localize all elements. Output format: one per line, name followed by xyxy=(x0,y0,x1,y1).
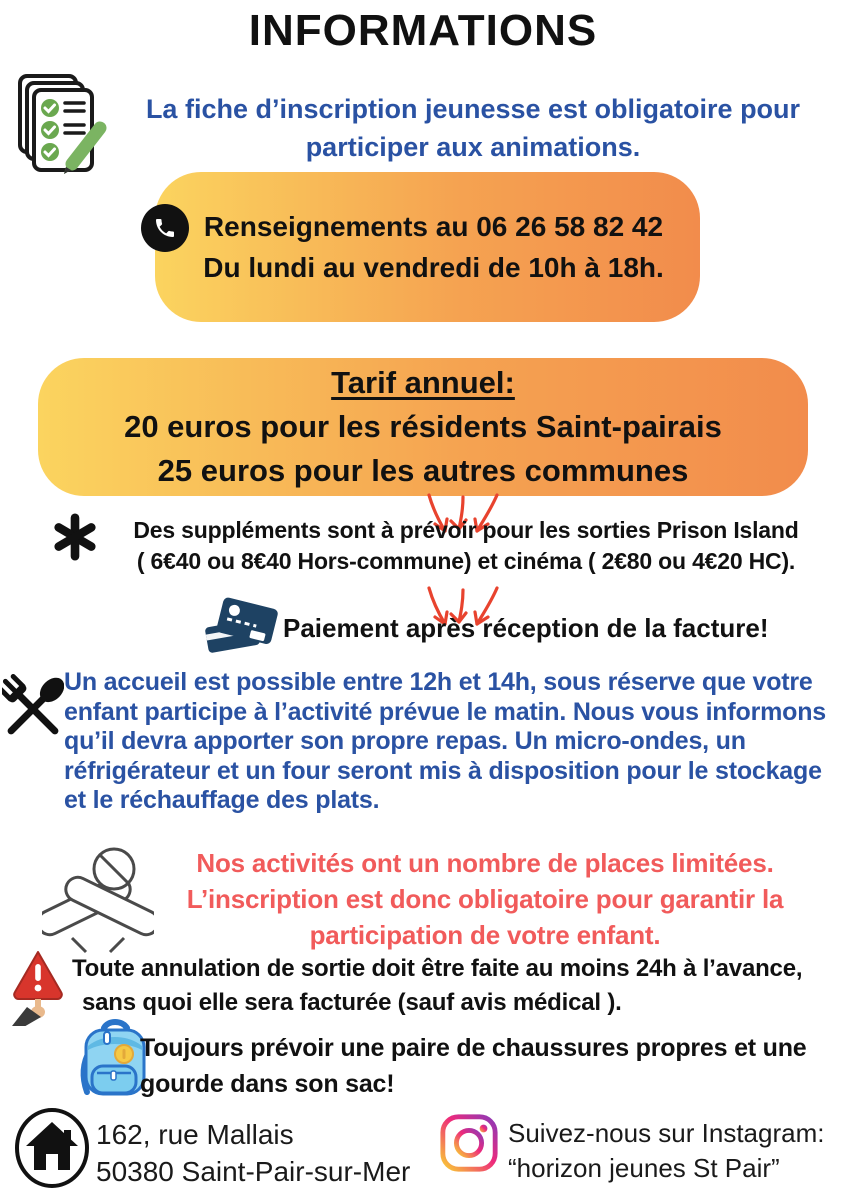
phone-icon xyxy=(140,203,190,258)
instagram-icon xyxy=(438,1112,500,1179)
limited-places-text xyxy=(140,845,830,953)
payment-text: Paiement après réception de la facture! xyxy=(283,613,769,643)
limited-line-3: participation de votre enfant. xyxy=(309,920,661,950)
intro-line-1: La fiche d’inscription jeunesse est obligatoire pour xyxy=(145,94,801,124)
intro-text xyxy=(112,90,834,166)
instagram-text xyxy=(508,1116,824,1186)
phone-box-line-1: Renseignements au 06 26 58 82 42 xyxy=(203,211,664,242)
address-line-2: 50380 Saint-Pair-sur-Mer xyxy=(96,1156,411,1187)
house-icon xyxy=(14,1108,90,1193)
cutlery-icon xyxy=(2,668,64,755)
address-text xyxy=(96,1116,410,1190)
supplements-line-2: ( 6€40 ou 8€40 Hors-commune) et cinéma ( 2€80 ou 4€20 HC). xyxy=(136,548,796,574)
phone-box-line-2: Du lundi au vendredi de 10h à 18h. xyxy=(203,252,664,283)
cancellation-line-2: sans quoi elle sera facturée (sauf avis médical ). xyxy=(82,989,622,1016)
limited-line-1: Nos activités ont un nombre de places limitées. xyxy=(196,848,774,878)
warning-sign-icon xyxy=(10,948,66,1031)
cancellation-text xyxy=(72,952,842,1020)
tarif-heading: Tarif annuel: xyxy=(331,365,515,400)
page-title: INFORMATIONS xyxy=(248,6,598,55)
gear-text: Toujours prévoir une paire de chaussures propres et une gourde dans son sac! xyxy=(140,1034,807,1098)
supplements-text xyxy=(100,515,832,577)
instagram-line-2: “horizon jeunes St Pair” xyxy=(508,1153,780,1183)
lunch-text: Un accueil est possible entre 12h et 14h, sous réserve que votre enfant participe à l’activité prévue le matin. Nous vous informons qu’il devra apporter son propre repas. Un micro-ondes, un réfrigérateur et un four seront mis à disposition pour le stockage et le réchauffage des plats. xyxy=(64,668,826,814)
address-line-1: 162, rue Mallais xyxy=(96,1119,294,1150)
tarif-line-2: 25 euros pour les autres communes xyxy=(157,453,689,488)
limited-line-2: L’inscription est donc obligatoire pour garantir la xyxy=(186,884,784,914)
intro-line-2: participer aux animations. xyxy=(305,132,641,162)
checklist-icon xyxy=(12,72,112,183)
cancellation-line-1: Toute annulation de sortie doit être faite au moins 24h à l’avance, xyxy=(72,955,803,982)
phone-info-box xyxy=(155,172,700,322)
tarif-box xyxy=(38,358,808,496)
instagram-line-1: Suivez-nous sur Instagram: xyxy=(508,1118,825,1148)
credit-cards-icon xyxy=(203,597,281,660)
no-hands-icon xyxy=(42,842,154,959)
supplements-line-1: Des suppléments sont à prévoir pour les sorties Prison Island xyxy=(133,517,799,543)
tarif-line-1: 20 euros pour les résidents Saint-pairais xyxy=(124,409,722,444)
asterisk-icon xyxy=(52,512,98,567)
